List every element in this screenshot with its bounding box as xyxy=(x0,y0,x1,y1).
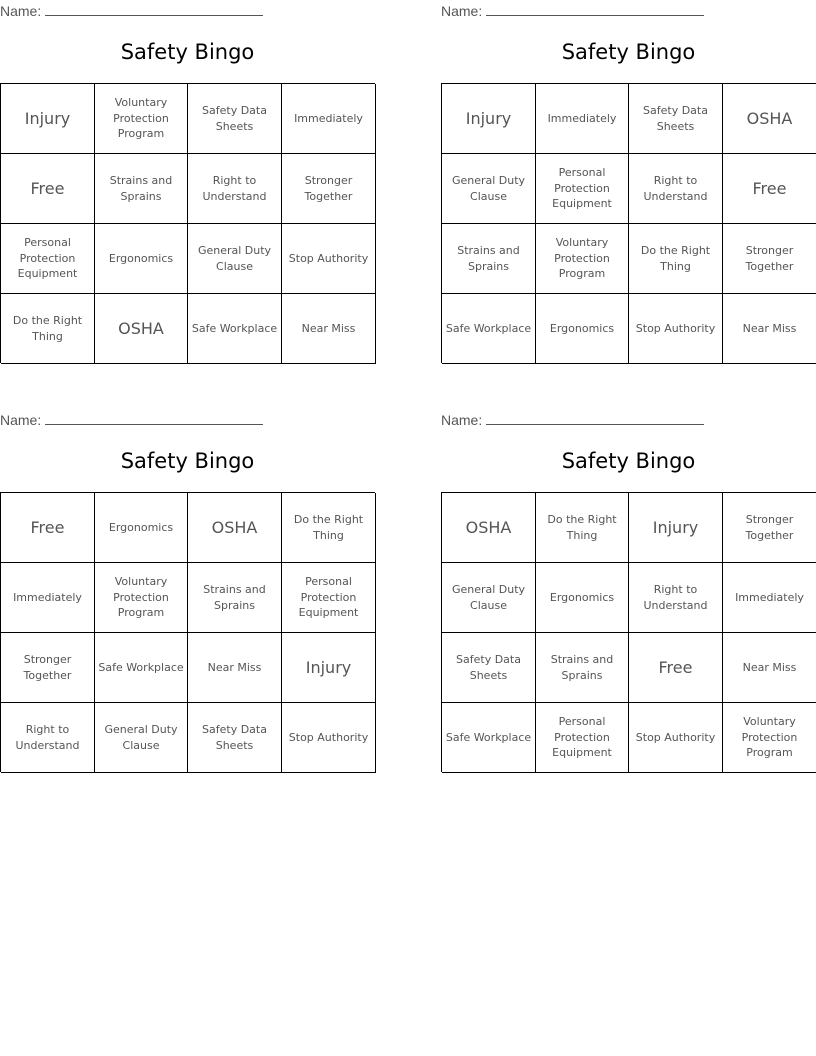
bingo-cell[interactable]: Safe Workplace xyxy=(95,633,188,703)
bingo-cell[interactable]: Voluntary Protection Program xyxy=(95,563,188,633)
bingo-cell[interactable]: Safe Workplace xyxy=(442,294,536,364)
name-field[interactable] xyxy=(441,411,704,428)
bingo-cell[interactable]: Ergonomics xyxy=(95,493,188,563)
bingo-grid xyxy=(0,83,375,363)
bingo-cell[interactable]: Safety Data Sheets xyxy=(442,633,536,703)
bingo-cell[interactable]: Stop Authority xyxy=(282,224,376,294)
bingo-cell[interactable]: Personal Protection Equipment xyxy=(536,703,629,773)
bingo-cell[interactable]: Voluntary Protection Program xyxy=(95,84,188,154)
bingo-cell[interactable]: General Duty Clause xyxy=(188,224,282,294)
bingo-cell[interactable]: Do the Right Thing xyxy=(1,294,95,364)
bingo-grid xyxy=(441,492,816,772)
bingo-cell[interactable]: Ergonomics xyxy=(536,294,629,364)
bingo-cell[interactable]: Personal Protection Equipment xyxy=(536,154,629,224)
bingo-cell[interactable]: Near Miss xyxy=(723,294,816,364)
bingo-cell[interactable]: OSHA xyxy=(95,294,188,364)
name-underline[interactable] xyxy=(45,2,263,16)
bingo-cell[interactable]: Free xyxy=(1,154,95,224)
bingo-cell[interactable]: Safe Workplace xyxy=(442,703,536,773)
bingo-cell[interactable]: Near Miss xyxy=(282,294,376,364)
bingo-cell[interactable]: Injury xyxy=(282,633,376,703)
bingo-cell[interactable]: Immediately xyxy=(723,563,816,633)
bingo-cell[interactable]: Right to Understand xyxy=(188,154,282,224)
bingo-cell[interactable]: Do the Right Thing xyxy=(536,493,629,563)
bingo-cell[interactable]: Stronger Together xyxy=(1,633,95,703)
name-label: Name: xyxy=(0,412,42,428)
card-title: Safety Bingo xyxy=(561,40,696,64)
bingo-cell[interactable]: Do the Right Thing xyxy=(629,224,723,294)
bingo-cell[interactable]: Stop Authority xyxy=(629,294,723,364)
name-underline[interactable] xyxy=(45,411,263,425)
bingo-cell[interactable]: Strains and Sprains xyxy=(536,633,629,703)
bingo-cell[interactable]: Immediately xyxy=(1,563,95,633)
bingo-cell[interactable]: Stronger Together xyxy=(723,493,816,563)
bingo-cell[interactable]: Stop Authority xyxy=(629,703,723,773)
bingo-cell[interactable]: Do the Right Thing xyxy=(282,493,376,563)
bingo-cell[interactable]: Injury xyxy=(1,84,95,154)
bingo-cell[interactable]: Voluntary Protection Program xyxy=(536,224,629,294)
name-label: Name: xyxy=(441,412,483,428)
bingo-cell[interactable]: Stronger Together xyxy=(723,224,816,294)
name-label: Name: xyxy=(0,3,42,19)
name-field[interactable] xyxy=(0,411,263,428)
bingo-cell[interactable]: Safety Data Sheets xyxy=(188,703,282,773)
bingo-cell[interactable]: General Duty Clause xyxy=(95,703,188,773)
bingo-cell[interactable]: Ergonomics xyxy=(95,224,188,294)
bingo-cell[interactable]: Injury xyxy=(442,84,536,154)
bingo-cell[interactable]: OSHA xyxy=(188,493,282,563)
card-title: Safety Bingo xyxy=(561,449,696,473)
bingo-cell[interactable]: Personal Protection Equipment xyxy=(282,563,376,633)
bingo-cell[interactable]: Near Miss xyxy=(723,633,816,703)
bingo-cell[interactable]: Free xyxy=(723,154,816,224)
bingo-cell[interactable]: Immediately xyxy=(282,84,376,154)
bingo-cell[interactable]: Personal Protection Equipment xyxy=(1,224,95,294)
bingo-cell[interactable]: Strains and Sprains xyxy=(95,154,188,224)
bingo-cell[interactable]: Stronger Together xyxy=(282,154,376,224)
bingo-cell[interactable]: General Duty Clause xyxy=(442,154,536,224)
name-underline[interactable] xyxy=(486,2,704,16)
bingo-cell[interactable]: Strains and Sprains xyxy=(188,563,282,633)
bingo-cell[interactable]: Right to Understand xyxy=(629,563,723,633)
card-title: Safety Bingo xyxy=(120,40,255,64)
bingo-cell[interactable]: Right to Understand xyxy=(1,703,95,773)
bingo-grid xyxy=(441,83,816,363)
bingo-cell[interactable]: Near Miss xyxy=(188,633,282,703)
bingo-cell[interactable]: Injury xyxy=(629,493,723,563)
bingo-cell[interactable]: Free xyxy=(629,633,723,703)
bingo-cell[interactable]: Free xyxy=(1,493,95,563)
bingo-cell[interactable]: Safety Data Sheets xyxy=(188,84,282,154)
name-underline[interactable] xyxy=(486,411,704,425)
bingo-cell[interactable]: Voluntary Protection Program xyxy=(723,703,816,773)
bingo-cell[interactable]: Safe Workplace xyxy=(188,294,282,364)
name-field[interactable] xyxy=(0,2,263,19)
bingo-cell[interactable]: Right to Understand xyxy=(629,154,723,224)
name-label: Name: xyxy=(441,3,483,19)
bingo-cell[interactable]: Ergonomics xyxy=(536,563,629,633)
card-title: Safety Bingo xyxy=(120,449,255,473)
bingo-grid xyxy=(0,492,375,772)
bingo-cell[interactable]: Safety Data Sheets xyxy=(629,84,723,154)
bingo-cell[interactable]: Stop Authority xyxy=(282,703,376,773)
name-field[interactable] xyxy=(441,2,704,19)
bingo-cell[interactable]: Strains and Sprains xyxy=(442,224,536,294)
bingo-cell[interactable]: Immediately xyxy=(536,84,629,154)
bingo-cell[interactable]: General Duty Clause xyxy=(442,563,536,633)
bingo-cell[interactable]: OSHA xyxy=(442,493,536,563)
bingo-cell[interactable]: OSHA xyxy=(723,84,816,154)
